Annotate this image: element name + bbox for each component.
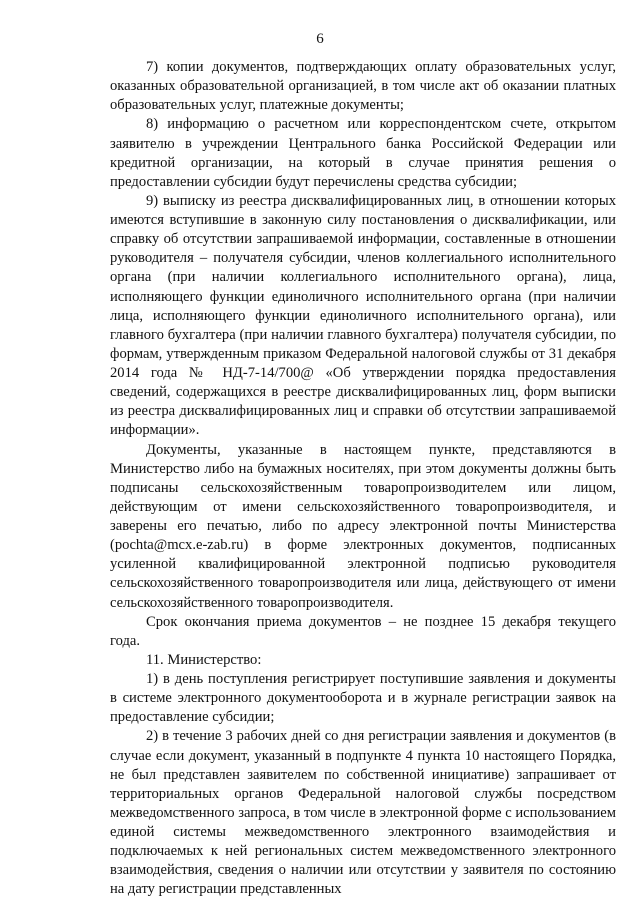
paragraph-subitem-1-registration: 1) в день поступления регистрирует поступившие заявления и документы в системе электронного документооборота и в журнале регистрации заявок на предоставление субсидии; [110,671,616,726]
paragraph-item-7-copies: 7) копии документов, подтверждающих оплату образовательных услуг, оказанных образовательной организацией, в том числе акт об оказании платных образовательных услуг, платежные документы; [110,59,616,114]
page-number: 6 [316,31,324,47]
paragraph-subitem-2-request: 2) в течение 3 рабочих дней со дня регистрации заявления и документов (в случае если документ, указанный в подпункте 4 пункта 10 настоящего Порядка, не был представлен заявителем по собственной инициативе) запрашивает от территориальных органов Федеральной налоговой службы посредством межведомственного запроса, в том числе в электронной форме с использованием единой системы межведомственного электронного взаимодействия и подключаемых к ней региональных систем межведомственного электронного взаимодействия, сведения о наличии или отсутствии у заявителя по состоянию на дату регистрации представленных [110,728,616,898]
paragraph-section-11-heading: 11. Министерство: [146,651,262,668]
paragraph-item-9-disqualified-registry: 9) выписку из реестра дисквалифицированных лиц, в отношении которых имеются вступившие в законную силу постановления о дисквалификации, или справку об отсутствии запрашиваемой информации, составленные в отношении руководителя – получателя субсидии, членов коллегиального исполнительного органа (при наличии коллегиального исполнительного органа), лица, исполняющего функции единоличного исполнительного органа (при наличии лица, исполняющего функции единоличного исполнительного органа), или главного бухгалтера (при наличии главного бухгалтера) получателя субсидии, по формам, утвержденным приказом Федеральной налоговой службы от 31 декабря 2014 года № НД-7-14/700@ «Об утверждении порядка предоставления сведений, содержащихся в реестре дисквалифицированных лиц, форм выписки из реестра дисквалифицированных лиц и справки об отсутствии запрашиваемой информации». [110,192,616,439]
paragraph-deadline: Срок окончания приема документов – не позднее 15 декабря текущего года. [110,613,616,649]
document-body [110,58,616,900]
paragraph-item-8-bank-account: 8) информацию о расчетном или корреспондентском счете, открытом заявителю в учреждении Центрального банка Российской Федерации или кредитной организации, на который в случае принятия решения о предоставлении субсидии будут перечислены средства субсидии; [110,116,616,190]
paragraph-submission-method: Документы, указанные в настоящем пункте, представляются в Министерство либо на бумажных носителях, при этом документы должны быть подписаны сельскохозяйственным товаропроизводителем или лицом, действующим от имени сельскохозяйственного товаропроизводителя, и заверены его печатью, либо по адресу электронной почты Министерства (pochta@mcx.e-zab.ru) в форме электронных документов, подписанных усиленной квалифицированной электронной подписью руководителя сельскохозяйственного товаропроизводителя или лица, действующего от имени сельскохозяйственного товаропроизводителя. [110,441,616,611]
